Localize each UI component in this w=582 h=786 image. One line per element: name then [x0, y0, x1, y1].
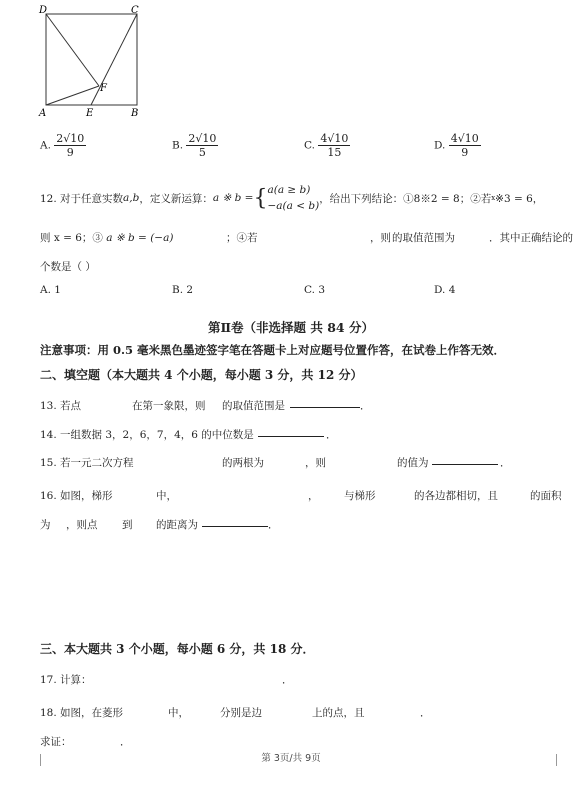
q18-line: [40, 705, 580, 719]
q18-c: 分别是边: [220, 707, 262, 719]
numerator: 4√10: [450, 132, 479, 145]
q14-end: ．: [326, 429, 337, 441]
q16-e: 的各边都相切，且: [414, 490, 498, 502]
q15-a: 15. 若一元二次方程: [40, 457, 134, 469]
piecewise-cases: [267, 182, 319, 214]
numerator: 2√10: [188, 132, 217, 145]
corner-mark-bottom-left: [28, 754, 41, 766]
q16-g: 为: [40, 519, 51, 531]
q12-prefix: 12. 对于任意实数: [40, 192, 124, 205]
fraction: [186, 132, 218, 159]
proof-line: [40, 734, 580, 748]
fraction: [318, 132, 350, 159]
q12-middle: ，定义新运算：: [139, 192, 213, 205]
q12-after2: ※3 = 6，: [495, 192, 544, 205]
q12-vars: a,b: [123, 192, 140, 204]
q12-option-d: D. 4: [434, 284, 456, 296]
q17-end: ．: [282, 674, 293, 686]
option-letter: D.: [434, 139, 446, 152]
brace-glyph: {: [253, 185, 268, 211]
q12-option-c: C. 3: [304, 284, 326, 296]
q15-line: [40, 455, 580, 469]
q16-answer-blank[interactable]: [202, 517, 268, 527]
segment-af: [46, 86, 99, 105]
q13-line: [40, 398, 580, 412]
label-d: D: [39, 5, 48, 16]
q12-line2a: 则 x = 6；③: [40, 232, 103, 244]
q11-option-b: [172, 132, 218, 159]
label-a: A: [39, 108, 47, 119]
q14-line: [40, 427, 580, 441]
proof-label: 求证：: [40, 736, 72, 748]
q11-option-d: [434, 132, 481, 159]
segment-ce: [91, 14, 137, 105]
q16-end: ．: [268, 519, 279, 531]
section-title: 第Ⅱ卷（非选择题 共 84 分）: [208, 320, 374, 335]
option-letter: B.: [172, 139, 184, 152]
q12-line3: 个数是（ ）: [40, 261, 96, 273]
q12-after: ，给出下列结论：①8※2 = 8；②若: [319, 192, 492, 205]
q15-c: ，则: [305, 457, 326, 469]
q14-answer-blank[interactable]: [258, 427, 324, 437]
square-figure: [36, 4, 146, 120]
q13-c: 的取值范围是: [222, 400, 285, 412]
q18-d: 上的点，且: [312, 707, 365, 719]
case-1: a(a ≥ b): [267, 184, 311, 196]
option-letter: A.: [40, 139, 51, 152]
case-2: −a(a < b): [267, 200, 320, 212]
q11-option-c: [304, 132, 350, 159]
q15-end: ．: [500, 457, 511, 469]
q16-c: ，: [308, 490, 319, 502]
notice: 注意事项：用 0.5 毫米黑色墨迹签字笔在答题卡上对应题号位置作答，在试卷上作答无效．: [40, 343, 506, 357]
q14-text: 14. 一组数据 3，2，6，7，4，6 的中位数是: [40, 429, 254, 441]
q12-line2e: 的取值范围为: [392, 232, 455, 244]
q11-option-a: [40, 132, 86, 159]
corner-mark-bottom-right: [556, 754, 569, 766]
denominator: 9: [461, 146, 469, 159]
segment-df: [46, 14, 99, 86]
q12-x-small: x: [491, 194, 496, 202]
q12-line1: [40, 180, 543, 216]
part3-heading: 三、本大题共 3 个小题，每小题 6 分，共 18 分．: [40, 642, 315, 656]
square-abcd: [46, 14, 137, 105]
q12-line2f: ．其中正确结论的: [489, 232, 573, 244]
q18-end: ．: [420, 707, 431, 719]
q12-line2b: a ※ b = (−a): [106, 232, 174, 244]
q12-line2d: ，则: [370, 232, 391, 244]
q16-j: 的距离为: [156, 519, 198, 531]
q17-line: [40, 672, 580, 686]
q15-answer-blank[interactable]: [432, 455, 498, 465]
denominator: 5: [198, 146, 206, 159]
numerator: 4√10: [320, 132, 349, 145]
part2-heading: 二、填空题（本大题共 4 个小题，每小题 3 分，共 12 分）: [40, 368, 363, 382]
denominator: 9: [66, 146, 74, 159]
q18-a: 18. 如图，在菱形: [40, 707, 124, 719]
q16-line1: [40, 488, 580, 502]
denominator: 15: [327, 146, 342, 159]
q12-line2: [40, 230, 580, 245]
fraction: [54, 132, 86, 159]
q12-option-a: A. 1: [40, 284, 61, 296]
q16-h: ，则点: [66, 519, 98, 531]
proof-end: ．: [120, 736, 131, 748]
q15-b: 的两根为: [222, 457, 264, 469]
q13-b: 在第一象限，则: [132, 400, 206, 412]
q16-f: 的面积: [530, 490, 562, 502]
q13-end: ．: [360, 400, 371, 412]
q12-option-b: B. 2: [172, 284, 194, 296]
q12-op-expr: a ※ b =: [212, 192, 254, 204]
q18-b: 中，: [168, 707, 189, 719]
label-e: E: [86, 108, 94, 119]
label-c: C: [131, 5, 139, 16]
q17-text: 17. 计算：: [40, 674, 92, 686]
page-number: 第 3页/共 9页: [261, 753, 321, 764]
q15-d: 的值为: [397, 457, 429, 469]
option-letter: C.: [304, 139, 315, 152]
q16-a: 16. 如图，梯形: [40, 490, 113, 502]
q16-b: 中，: [156, 490, 177, 502]
q12-line2c: ；④若: [226, 232, 258, 244]
q16-i: 到: [122, 519, 133, 531]
label-f: F: [100, 83, 107, 94]
q16-d: 与梯形: [344, 490, 376, 502]
label-b: B: [131, 108, 139, 119]
q16-line2: [40, 517, 580, 531]
numerator: 2√10: [56, 132, 85, 145]
q13-a: 13. 若点: [40, 400, 82, 412]
fraction: [449, 132, 481, 159]
q13-answer-blank[interactable]: [290, 398, 360, 408]
